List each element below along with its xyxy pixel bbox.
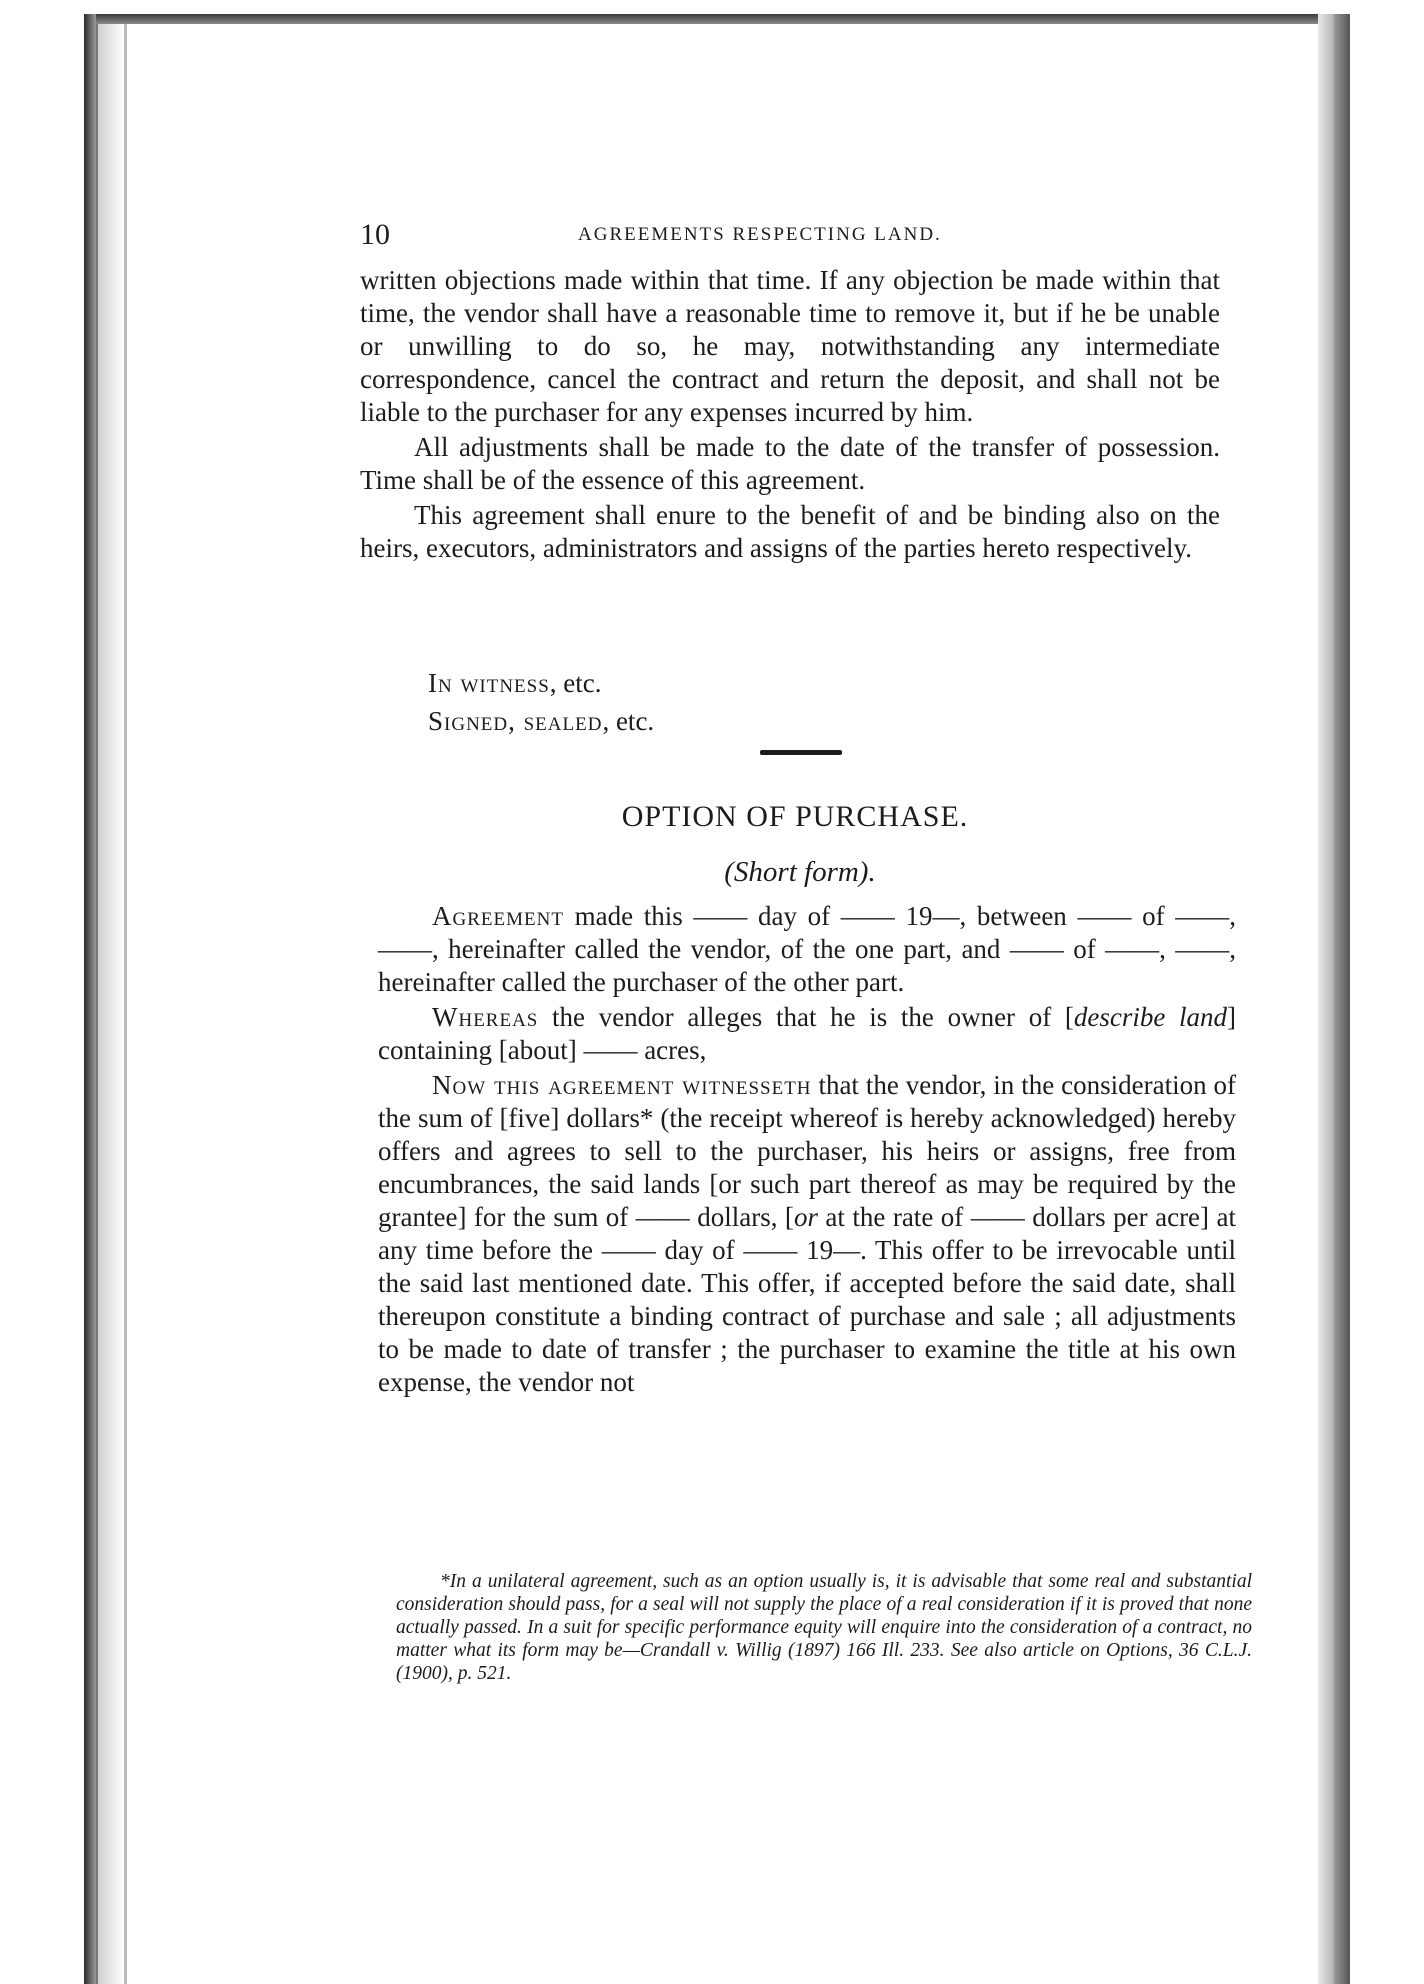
paragraph-objections: written objections made within that time. If any objection be made within that time, the vendor shall have a reasonable time to remove it, but if he be unable or unwilling to do so, he may, notwithstanding any intermediate correspondence, cancel the contract and return the deposit, and shall not be liable to the purchaser for any expenses incurred by him. (360, 265, 1220, 427)
continuation-paragraphs (360, 264, 1220, 565)
witnesseth-italic: or (793, 1202, 818, 1232)
option-agreement-text (378, 900, 1236, 1399)
page-stack-left (96, 24, 126, 1984)
section-subtitle: (Short form). (724, 856, 876, 888)
section-divider-rule (760, 750, 842, 755)
paragraph-adjustments: All adjustments shall be made to the date of the transfer of possession. Time shall be of the essence of this agreement. (360, 432, 1220, 495)
witnesseth-body-b: at the rate of —— dollars per acre] at any time before the —— day of —— 19—. This offer to be irrevocable until the said last mentioned date. This offer, if accepted before the said date, shall thereupon constitute a binding contract of purchase and sale ; all adjustments to be made to date of transfer ; the purchaser to examine the title at his own expense, the vendor not (378, 1202, 1236, 1397)
witnesseth-body-a: that the vendor, in the consideration of the sum of [five] dollars* (the receipt whereof is hereby acknowledged) hereby offers and agrees to sell to the purchaser, his heirs or assigns, free from encumbrances, the said lands [or such part thereof as may be required by the grantee] for the sum of —— dollars, [ (378, 1070, 1236, 1232)
paragraph-witnesseth (378, 1069, 1236, 1399)
scan-edge-top (84, 14, 1334, 24)
book-binding-left (84, 14, 96, 1984)
agreement-body: made this —— day of —— 19—, between —— of ——, ——, hereinafter called the vendor, of the one part, and —— of ——, ——, hereinafter called the purchaser of the other part. (378, 901, 1236, 997)
signed-sealed-line (428, 706, 654, 737)
in-witness-etc: , etc. (549, 668, 602, 698)
signed-sealed-etc: , etc. (602, 706, 655, 736)
whereas-body-a: the vendor alleges that he is the owner of [ (538, 1002, 1074, 1032)
page-edge-line (124, 24, 127, 1984)
agreement-smallcaps: Agreement (432, 901, 564, 931)
whereas-italic: describe land (1073, 1002, 1227, 1032)
scan-margin-right (1350, 0, 1424, 1984)
paragraph-agreement (378, 900, 1236, 999)
footnote-text: *In a unilateral agreement, such as an option usually is, it is advisable that some real and substantial consideration should pass, for a seal will not supply the place of a real consideration if it is proved that none actually passed. In a suit for specific performance equity will enquire into the consideration of a contract, no matter what its form may be—Crandall v. Willig (1897) 166 Ill. 233. See also article on Options, 36 C.L.J. (1900), p. 521. (396, 1571, 1252, 1684)
whereas-smallcaps: Whereas (432, 1002, 539, 1032)
page-header (360, 216, 1220, 256)
in-witness-smallcaps: In witness (428, 668, 550, 698)
paragraph-enure: This agreement shall enure to the benefit of and be binding also on the heirs, executors, administrators and assigns of the parties hereto respectively. (360, 500, 1220, 563)
running-head: AGREEMENTS RESPECTING LAND. (578, 224, 942, 245)
in-witness-line (428, 668, 602, 699)
section-title: OPTION OF PURCHASE. (621, 800, 969, 833)
paragraph-whereas (378, 1001, 1236, 1067)
page-number: 10 (360, 218, 390, 251)
signed-sealed-smallcaps: Signed, sealed (428, 706, 603, 736)
whereas-body-b: ] containing [about] —— acres, (378, 1002, 1236, 1065)
footnote (396, 1570, 1252, 1685)
witnesseth-smallcaps: Now this agreement witnesseth (432, 1070, 812, 1100)
